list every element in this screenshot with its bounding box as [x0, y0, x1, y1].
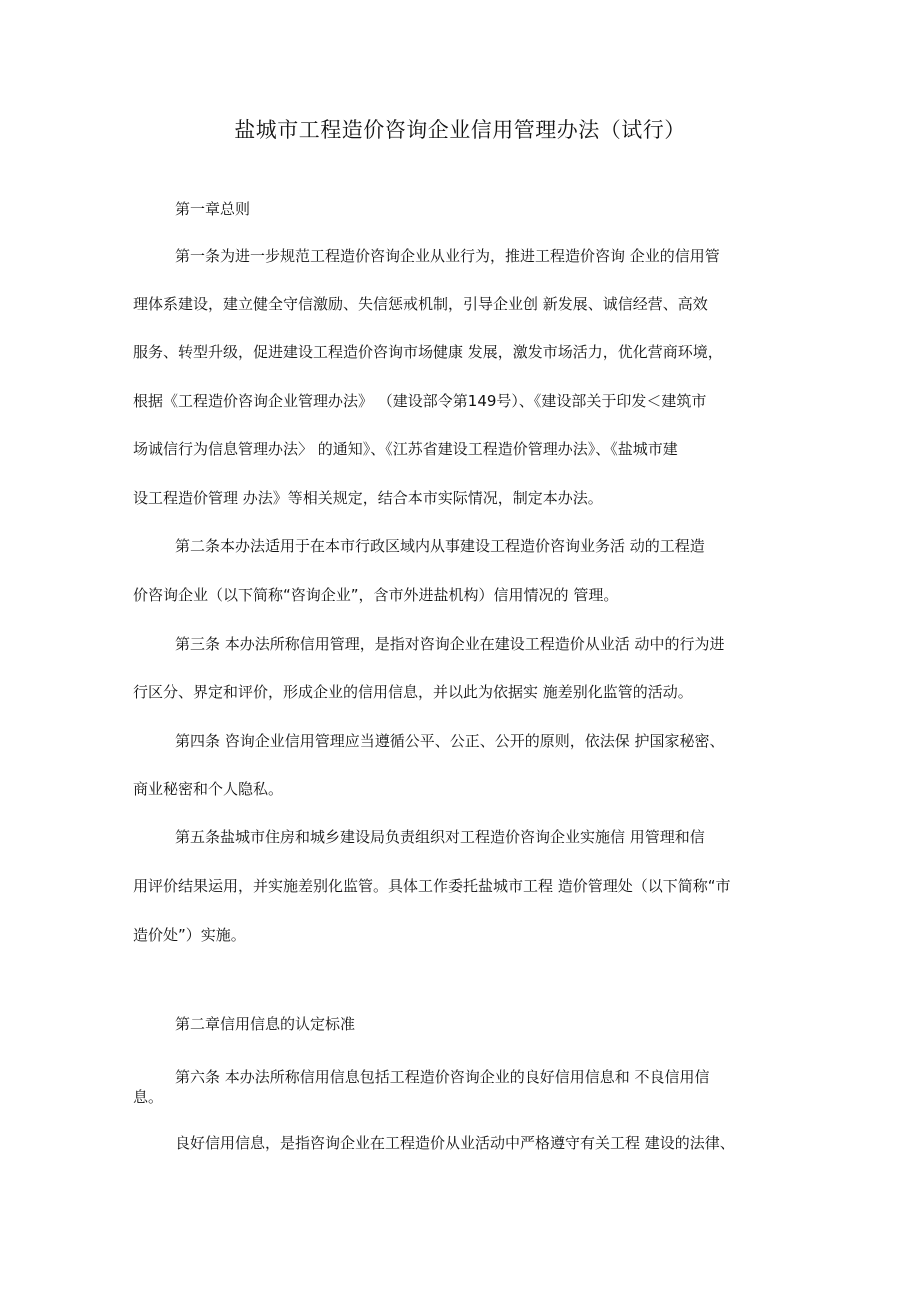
body-text-line: 第二条本办法适用于在本市行政区域内从事建设工程造价咨询业务活 动的工程造: [175, 537, 705, 555]
chapter-heading: 第一章总则: [175, 200, 251, 218]
body-text-line: 理体系建设，建立健全守信激励、失信惩戒机制，引导企业创 新发展、诚信经营、高效: [133, 295, 708, 313]
body-text-line: 场诚信行为信息管理办法〉 的通知》、《江苏省建设工程造价管理办法》、《盐城市建: [133, 440, 678, 458]
body-text-line: 设工程造价管理 办法》等相关规定，结合本市实际情况，制定本办法。: [133, 489, 603, 507]
body-text-line: 第三条 本办法所称信用管理，是指对咨询企业在建设工程造价从业活 动中的行为进: [175, 635, 725, 653]
chapter-heading: 第二章信用信息的认定标准: [175, 1015, 356, 1033]
body-text-line: 服务、转型升级，促进建设工程造价咨询市场健康 发展，激发市场活力，优化营商环境，: [133, 343, 723, 361]
body-text-line: 第六条 本办法所称信用信息包括工程造价咨询企业的良好信用信息和 不良信用信: [175, 1068, 710, 1086]
body-text-line: 第五条盐城市住房和城乡建设局负责组织对工程造价咨询企业实施信 用管理和信: [175, 828, 705, 846]
body-text-line: 造价处”）实施。: [133, 926, 246, 944]
body-text-line: 价咨询企业（以下简称“咨询企业”，含市外进盐机构）信用情况的 管理。: [133, 586, 619, 604]
body-text-line: 根据《工程造价咨询企业管理办法》 （建设部令第149号）、《建设部关于印发＜建筑市: [133, 392, 707, 410]
body-text-line: 第一条为进一步规范工程造价咨询企业从业行为，推进工程造价咨询 企业的信用管: [175, 247, 720, 265]
body-text-line: 息。: [133, 1088, 164, 1106]
body-text-line: 用评价结果运用，并实施差别化监管。具体工作委托盐城市工程 造价管理处（以下简称“市: [133, 877, 731, 895]
document-title: 盐城市工程造价咨询企业信用管理办法（试行）: [234, 118, 686, 142]
body-text-line: 商业秘密和个人隐私。: [133, 780, 284, 798]
body-text-line: 第四条 咨询企业信用管理应当遵循公平、公正、公开的原则，依法保 护国家秘密、: [175, 732, 725, 750]
body-text-line: 行区分、界定和评价，形成企业的信用信息，并以此为依据实 施差别化监管的活动。: [133, 683, 693, 701]
body-text-line: 良好信用信息，是指咨询企业在工程造价从业活动中严格遵守有关工程 建设的法律、: [175, 1134, 735, 1152]
